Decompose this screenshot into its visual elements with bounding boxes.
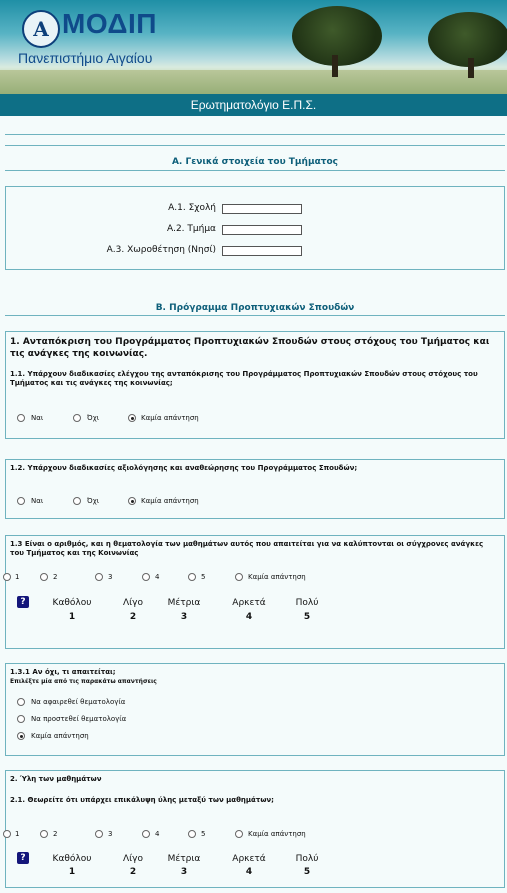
q1-3-1-radio-add[interactable] — [17, 715, 25, 723]
section-b-title: Β. Πρόγραμμα Προπτυχιακών Σπουδών — [155, 303, 355, 313]
q1-2-radio-yes[interactable] — [17, 497, 25, 505]
q2-1-label-no-answer: Καμία απάντηση — [248, 830, 306, 838]
q1-2-radio-no-answer[interactable] — [128, 497, 136, 505]
q1-1-label-no: Όχι — [87, 414, 100, 422]
q1-1-radio-no-answer[interactable] — [128, 414, 136, 422]
scale-label-1: Καθόλου — [52, 854, 92, 864]
q2-1-label-4: 4 — [155, 830, 160, 838]
q1-3-radio-no-answer[interactable] — [235, 573, 243, 581]
scale-number-4: 4 — [245, 867, 253, 877]
q1-2-label-no-answer: Καμία απάντηση — [141, 497, 199, 505]
question-1-3-1-box — [5, 663, 505, 756]
question-2-1-text: 2.1. Θεωρείτε ότι υπάρχει επικάλυψη ύλης μεταξύ των μαθημάτων; — [10, 796, 274, 804]
scale-label-2: Λίγο — [122, 598, 144, 608]
hill-decoration — [0, 70, 507, 96]
q1-3-label-3: 3 — [108, 573, 113, 581]
question-1-2-text: 1.2. Υπάρχουν διαδικασίες αξιολόγησης και αναθεώρησης του Προγράμματος Σπουδών; — [10, 464, 358, 472]
q1-2-radio-no[interactable] — [73, 497, 81, 505]
university-logo-icon: Α — [22, 10, 60, 48]
q1-3-1-radio-no-answer[interactable] — [17, 732, 25, 740]
scale-number-4: 4 — [245, 612, 253, 622]
question-1-3-1-hint: Επιλέξτε μία από τις παρακάτω απαντήσεις — [10, 678, 157, 685]
help-icon[interactable]: ? — [17, 596, 29, 608]
q1-3-1-radio-remove[interactable] — [17, 698, 25, 706]
q1-2-label-no: Όχι — [87, 497, 100, 505]
q2-1-radio-2[interactable] — [40, 830, 48, 838]
q1-2-label-yes: Ναι — [31, 497, 44, 505]
q2-1-label-1: 1 — [15, 830, 20, 838]
q1-3-label-4: 4 — [155, 573, 160, 581]
question-1-3-box — [5, 535, 505, 649]
q1-3-radio-4[interactable] — [142, 573, 150, 581]
q1-1-label-yes: Ναι — [31, 414, 44, 422]
q1-3-label-1: 1 — [15, 573, 20, 581]
location-input[interactable] — [222, 246, 302, 256]
field-label-location: Α.3. Χωροθέτηση (Νησί) — [106, 245, 216, 255]
q1-3-radio-3[interactable] — [95, 573, 103, 581]
question-2-title: 2. Ύλη των μαθημάτων — [10, 775, 102, 783]
department-input[interactable] — [222, 225, 302, 235]
scale-label-3: Μέτρια — [167, 598, 201, 608]
school-input[interactable] — [222, 204, 302, 214]
question-1-title: 1. Ανταπόκριση του Προγράμματος Προπτυχιακών Σπουδών στους στόχους του Τμήματος και τις ανάγκες της κοινωνίας. — [10, 337, 490, 359]
field-label-department: Α.2. Τμήμα — [166, 224, 216, 234]
scale-number-2: 2 — [129, 612, 137, 622]
divider — [5, 145, 505, 146]
scale-label-4: Αρκετά — [232, 854, 266, 864]
q1-3-radio-1[interactable] — [3, 573, 11, 581]
tree-left-trunk — [332, 55, 338, 77]
divider — [5, 134, 505, 135]
q1-1-radio-yes[interactable] — [17, 414, 25, 422]
question-1-2-box — [5, 459, 505, 519]
q1-3-1-label-no-answer: Καμία απάντηση — [31, 732, 89, 740]
scale-label-5: Πολύ — [295, 598, 319, 608]
q1-3-label-no-answer: Καμία απάντηση — [248, 573, 306, 581]
scale-number-5: 5 — [303, 612, 311, 622]
university-name: Πανεπιστήμιο Αιγαίου — [18, 50, 153, 66]
scale-number-5: 5 — [303, 867, 311, 877]
q2-1-radio-3[interactable] — [95, 830, 103, 838]
scale-number-3: 3 — [180, 867, 188, 877]
scale-number-3: 3 — [180, 612, 188, 622]
scale-number-2: 2 — [129, 867, 137, 877]
q1-1-radio-no[interactable] — [73, 414, 81, 422]
q2-1-radio-1[interactable] — [3, 830, 11, 838]
tree-right-trunk — [468, 58, 474, 78]
section-a-title: Α. Γενικά στοιχεία του Τμήματος — [171, 157, 339, 167]
scale-label-4: Αρκετά — [232, 598, 266, 608]
section-a-box — [5, 186, 505, 270]
form-title-bar: Ερωτηματολόγιο Ε.Π.Σ. — [0, 94, 507, 116]
q2-1-label-2: 2 — [53, 830, 58, 838]
divider — [5, 315, 505, 316]
header-banner — [0, 0, 507, 96]
question-2-box — [5, 770, 505, 888]
question-1-1-text: 1.1. Υπάρχουν διαδικασίες ελέγχου της ανταπόκρισης του Προγράμματος Προπτυχιακών Σπουδών στους στόχους του Τμήματος και τις ανάγκες της κοινωνίας; — [10, 370, 478, 387]
q2-1-label-5: 5 — [201, 830, 206, 838]
help-icon[interactable]: ? — [17, 852, 29, 864]
q1-1-label-no-answer: Καμία απάντηση — [141, 414, 199, 422]
q2-1-label-3: 3 — [108, 830, 113, 838]
q2-1-radio-no-answer[interactable] — [235, 830, 243, 838]
divider — [5, 170, 505, 171]
q1-3-1-label-remove: Να αφαιρεθεί θεματολογία — [31, 698, 126, 706]
q1-3-1-label-add: Να προστεθεί θεματολογία — [31, 715, 127, 723]
brand-name: ΜΟΔΙΠ — [62, 8, 157, 39]
scale-label-1: Καθόλου — [52, 598, 92, 608]
scale-label-3: Μέτρια — [167, 854, 201, 864]
q2-1-radio-4[interactable] — [142, 830, 150, 838]
q1-3-radio-2[interactable] — [40, 573, 48, 581]
scale-label-2: Λίγο — [122, 854, 144, 864]
q1-3-label-2: 2 — [53, 573, 58, 581]
question-1-box — [5, 331, 505, 439]
scale-label-5: Πολύ — [295, 854, 319, 864]
scale-number-1: 1 — [68, 612, 76, 622]
scale-number-1: 1 — [68, 867, 76, 877]
q1-3-radio-5[interactable] — [188, 573, 196, 581]
question-1-3-1-text: 1.3.1 Αν όχι, τι απαιτείται; — [10, 668, 116, 676]
q2-1-radio-5[interactable] — [188, 830, 196, 838]
q1-3-label-5: 5 — [201, 573, 206, 581]
field-label-school: Α.1. Σχολή — [168, 203, 216, 213]
question-1-3-text: 1.3 Είναι ο αριθμός, και η θεματολογία των μαθημάτων αυτός που απαιτείται για να καλύπτονται οι σύγχρονες ανάγκες του Τμήματος και της Κοινωνίας — [10, 540, 484, 557]
